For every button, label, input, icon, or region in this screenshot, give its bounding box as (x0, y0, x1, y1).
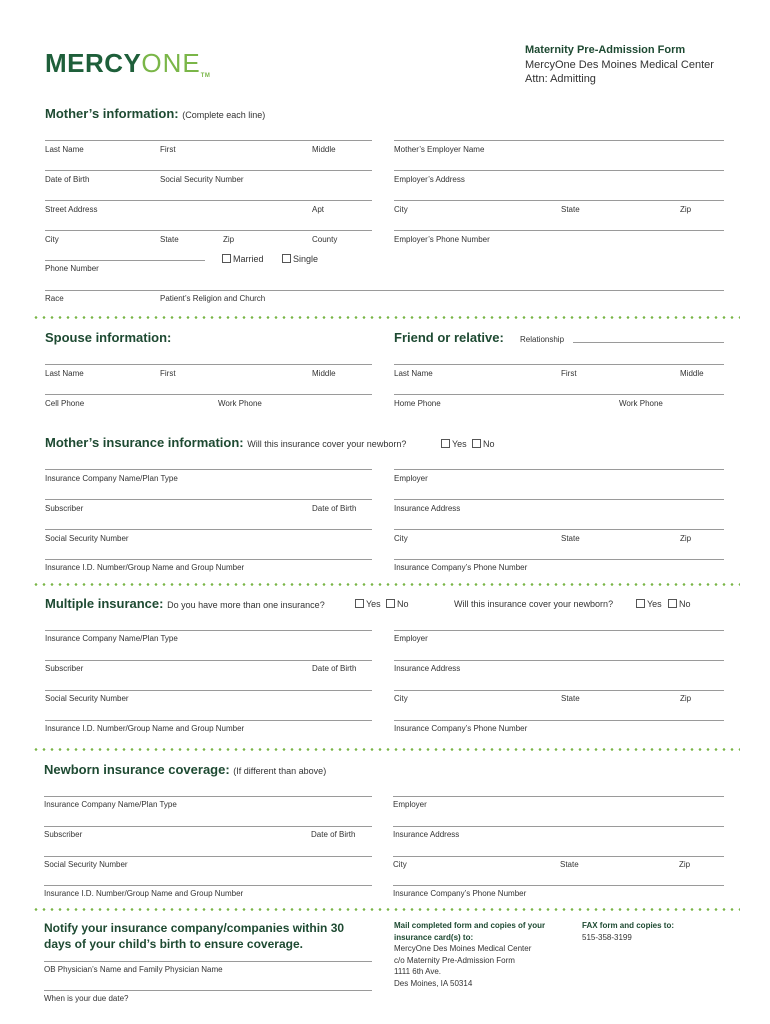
mother-dob-label: Date of Birth (45, 175, 90, 184)
relationship-label: Relationship (520, 335, 565, 344)
mu-dob-label: Date of Birth (312, 664, 357, 673)
spouse-first-label: First (160, 369, 176, 378)
multi-newborn-no-checkbox[interactable]: No (668, 599, 691, 609)
mu-company-label: Insurance Company Name/Plan Type (45, 634, 178, 643)
nb-id-label: Insurance I.D. Number/Group Name and Group Number (44, 889, 244, 898)
religion-label: Patient’s Religion and Church (160, 294, 266, 303)
mi-zip-label: Zip (680, 534, 692, 543)
section-divider (32, 748, 740, 751)
mother-employer-label: Mother’s Employer Name (394, 145, 485, 154)
mi-address-label: Insurance Address (394, 504, 461, 513)
nb-subscriber-label: Subscriber (44, 830, 83, 839)
attn-line: Attn: Admitting (525, 73, 596, 85)
mu-state-label: State (561, 694, 580, 703)
mother-middle-label: Middle (312, 145, 336, 154)
mu-address-label: Insurance Address (394, 664, 461, 673)
multi-no-checkbox[interactable]: No (386, 599, 409, 609)
nb-phone-label: Insurance Company’s Phone Number (393, 889, 527, 898)
mi-id-label: Insurance I.D. Number/Group Name and Group Number (45, 563, 245, 572)
mu-employer-label: Employer (394, 634, 428, 643)
mother-info-heading: Mother’s information: (Complete each line) (45, 106, 266, 121)
mother-first-label: First (160, 145, 176, 154)
mu-ssn-label: Social Security Number (45, 694, 129, 703)
newborn-insurance-heading: Newborn insurance coverage: (If different than above) (44, 762, 327, 777)
mi-state-label: State (561, 534, 580, 543)
mi-city-label: City (394, 534, 408, 543)
mother-state-label: State (160, 235, 179, 244)
mu-city-label: City (394, 694, 408, 703)
mu-zip-label: Zip (680, 694, 692, 703)
employer-city-label: City (394, 205, 408, 214)
mi-ssn-label: Social Security Number (45, 534, 129, 543)
single-checkbox[interactable]: Single (282, 254, 318, 264)
friend-middle-label: Middle (680, 369, 704, 378)
section-divider (32, 316, 740, 319)
friend-relative-heading: Friend or relative: (394, 330, 504, 345)
friend-first-label: First (561, 369, 577, 378)
employer-address-label: Employer’s Address (394, 175, 465, 184)
mother-insurance-heading: Mother’s insurance information: Will this insurance cover your newborn? (45, 435, 407, 450)
street-address-label: Street Address (45, 205, 98, 214)
spouse-middle-label: Middle (312, 369, 336, 378)
spouse-cell-label: Cell Phone (45, 399, 85, 408)
friend-home-label: Home Phone (394, 399, 441, 408)
notify-insurance-note: Notify your insurance company/companies within 30 days of your child’s birth to ensure coverage. (44, 921, 345, 951)
mother-zip-label: Zip (223, 235, 235, 244)
nb-employer-label: Employer (393, 800, 427, 809)
mu-phone-label: Insurance Company’s Phone Number (394, 724, 528, 733)
physician-label: OB Physician’s Name and Family Physician Name (44, 965, 223, 974)
nb-address-label: Insurance Address (393, 830, 460, 839)
nb-dob-label: Date of Birth (311, 830, 356, 839)
employer-state-label: State (561, 205, 580, 214)
section-divider (32, 908, 740, 911)
county-label: County (312, 235, 338, 244)
apt-label: Apt (312, 205, 325, 214)
mother-city-label: City (45, 235, 59, 244)
race-label: Race (45, 294, 64, 303)
mu-subscriber-label: Subscriber (45, 664, 84, 673)
spouse-work-label: Work Phone (218, 399, 262, 408)
mother-last-name-label: Last Name (45, 145, 84, 154)
mu-id-label: Insurance I.D. Number/Group Name and Group Number (45, 724, 245, 733)
multi-newborn-yes-checkbox[interactable]: Yes (636, 599, 662, 609)
multi-newborn-question: Will this insurance cover your newborn? (454, 599, 614, 609)
mother-ssn-label: Social Security Number (160, 175, 244, 184)
spouse-last-name-label: Last Name (45, 369, 84, 378)
nb-ssn-label: Social Security Number (44, 860, 128, 869)
employer-zip-label: Zip (680, 205, 692, 214)
hospital-name: MercyOne Des Moines Medical Center (525, 59, 714, 71)
nb-zip-label: Zip (679, 860, 691, 869)
nb-state-label: State (560, 860, 579, 869)
friend-work-label: Work Phone (619, 399, 663, 408)
phone-number-label: Phone Number (45, 264, 99, 273)
form-title: Maternity Pre-Admission Form (525, 44, 686, 56)
section-divider (32, 583, 740, 586)
mi-dob-label: Date of Birth (312, 504, 357, 513)
multiple-insurance-heading: Multiple insurance: Do you have more than one insurance? (45, 596, 325, 611)
mi-company-label: Insurance Company Name/Plan Type (45, 474, 178, 483)
nb-city-label: City (393, 860, 407, 869)
mi-employer-label: Employer (394, 474, 428, 483)
fax-instructions: FAX form and copies to: 515-358-3199 (582, 921, 675, 942)
nb-company-label: Insurance Company Name/Plan Type (44, 800, 177, 809)
mother-ins-yes-checkbox[interactable]: Yes (441, 439, 467, 449)
spouse-info-heading: Spouse information: (45, 330, 172, 345)
married-checkbox[interactable]: Married (222, 254, 264, 264)
friend-last-name-label: Last Name (394, 369, 433, 378)
due-date-label: When is your due date? (44, 994, 129, 1003)
mi-phone-label: Insurance Company’s Phone Number (394, 563, 528, 572)
multi-yes-checkbox[interactable]: Yes (355, 599, 381, 609)
mother-ins-no-checkbox[interactable]: No (472, 439, 495, 449)
mail-instructions: Mail completed form and copies of your insurance card(s) to: MercyOne Des Moines Medical Center c/o Maternity Pre-Admission Form 1111 6th Ave. Des Moines, IA 50314 (394, 921, 546, 988)
mercyone-logo: MERCYONETM (45, 48, 211, 79)
mi-subscriber-label: Subscriber (45, 504, 84, 513)
employer-phone-label: Employer’s Phone Number (394, 235, 490, 244)
